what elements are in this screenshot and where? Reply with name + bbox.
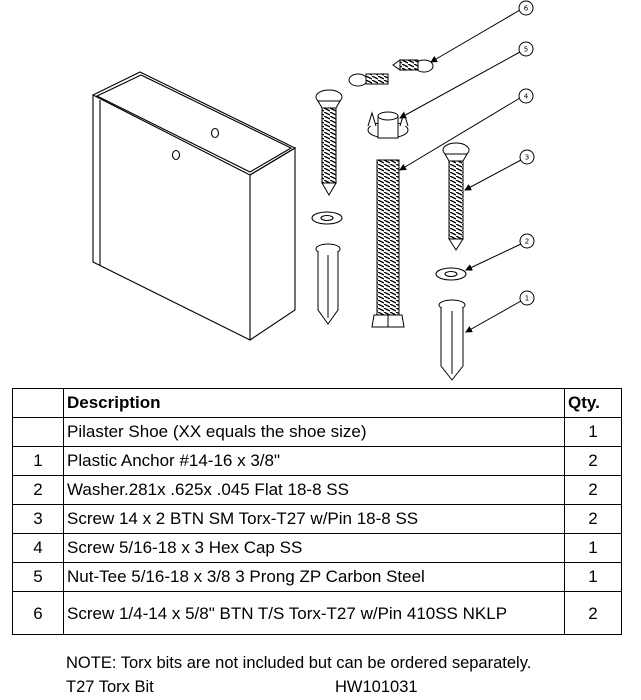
table-row xyxy=(13,563,622,592)
left-washer xyxy=(312,212,342,224)
torx-note: NOTE: Torx bits are not included but can be ordered separately. xyxy=(66,654,532,672)
row-number: 3 xyxy=(13,505,64,534)
row-number: 1 xyxy=(13,447,64,476)
svg-text:6: 6 xyxy=(523,4,529,13)
callout-3 xyxy=(520,150,534,164)
row-qty: 1 xyxy=(565,418,622,447)
row-description: Screw 5/16-18 x 3 Hex Cap SS xyxy=(64,534,565,563)
table-header-row xyxy=(13,389,622,418)
row-qty: 2 xyxy=(565,476,622,505)
torx-bit-code: HW101031 xyxy=(335,678,418,696)
table-row xyxy=(13,592,622,635)
row-qty: 1 xyxy=(565,534,622,563)
row-qty: 2 xyxy=(565,592,622,635)
small-screws xyxy=(349,60,433,86)
row-description: Plastic Anchor #14-16 x 3/8" xyxy=(64,447,565,476)
pilaster-shoe xyxy=(93,72,295,340)
row-description: Screw 1/4-14 x 5/8" BTN T/S Torx-T27 w/Pin 410SS NKLP xyxy=(64,592,565,635)
header-number xyxy=(13,389,64,418)
callout-1 xyxy=(520,291,534,305)
row-number xyxy=(13,418,64,447)
table-row xyxy=(13,447,622,476)
row-description: Nut-Tee 5/16-18 x 3/8 3 Prong ZP Carbon Steel xyxy=(64,563,565,592)
table-row xyxy=(13,534,622,563)
callout-2 xyxy=(520,234,534,248)
right-washer xyxy=(436,268,466,280)
header-qty: Qty. xyxy=(565,389,622,418)
right-screw xyxy=(443,143,469,250)
torx-bit-name: T27 Torx Bit xyxy=(66,678,154,696)
row-number: 6 xyxy=(13,592,64,635)
tee-nut xyxy=(368,112,408,138)
row-description: Pilaster Shoe (XX equals the shoe size) xyxy=(64,418,565,447)
left-anchor xyxy=(316,244,340,324)
table-row xyxy=(13,476,622,505)
svg-text:1: 1 xyxy=(524,294,530,303)
svg-text:2: 2 xyxy=(524,237,530,246)
row-number: 2 xyxy=(13,476,64,505)
left-screw xyxy=(316,90,342,195)
row-qty: 2 xyxy=(565,505,622,534)
parts-table xyxy=(12,388,622,635)
svg-text:4: 4 xyxy=(523,92,529,101)
callout-6 xyxy=(519,1,533,15)
svg-text:3: 3 xyxy=(524,153,530,162)
header-description: Description xyxy=(64,389,565,418)
row-description: Screw 14 x 2 BTN SM Torx-T27 w/Pin 18-8 SS xyxy=(64,505,565,534)
row-number: 5 xyxy=(13,563,64,592)
row-number: 4 xyxy=(13,534,64,563)
row-qty: 2 xyxy=(565,447,622,476)
callout-4 xyxy=(519,89,533,103)
svg-text:5: 5 xyxy=(523,45,529,54)
table-row xyxy=(13,418,622,447)
row-qty: 1 xyxy=(565,563,622,592)
callout-5 xyxy=(519,42,533,56)
hex-bolt xyxy=(372,160,404,327)
right-anchor xyxy=(439,300,465,380)
table-row xyxy=(13,505,622,534)
row-description: Washer.281x .625x .045 Flat 18-8 SS xyxy=(64,476,565,505)
